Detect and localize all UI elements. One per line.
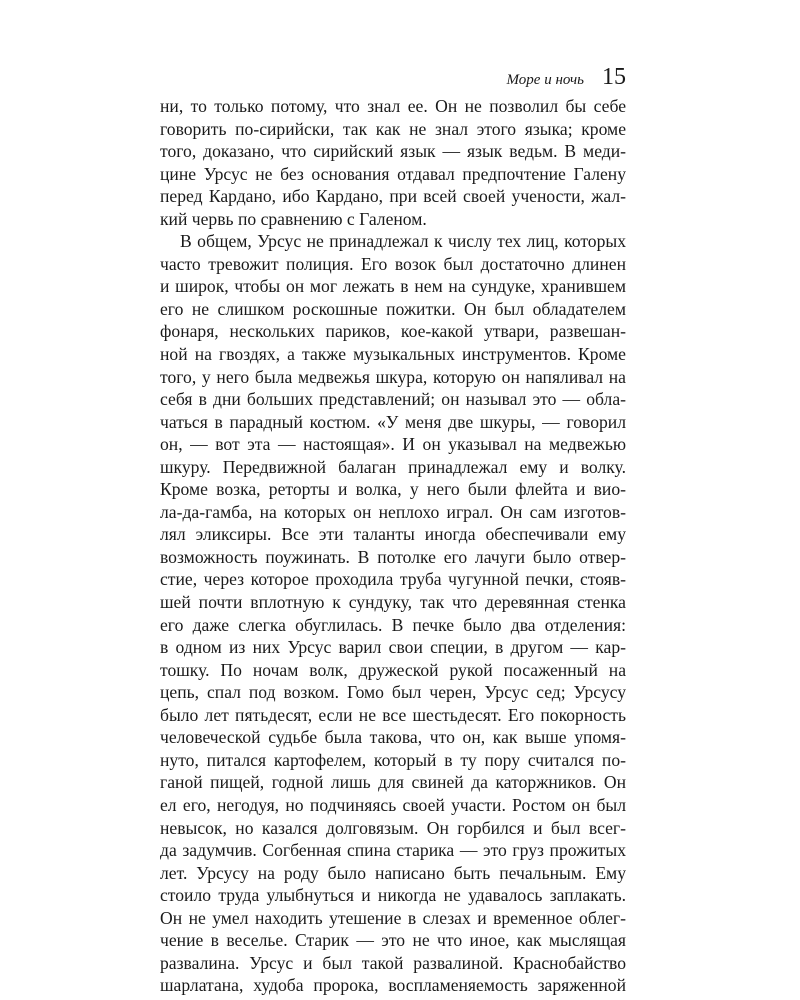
- text-line: В общем, Урсус не принадлежал к числу тех лиц, которых: [180, 231, 626, 252]
- text-line: ганой пищей, годной лишь для свиней да каторжников. Он: [160, 772, 626, 793]
- text-line: того, доказано, что сирийский язык — язык ведьм. В меди-: [160, 141, 626, 162]
- text-line: да задумчив. Согбенная спина старика — это груз прожитых: [160, 840, 626, 861]
- text-line: тошку. По ночам волк, дружеской рукой посаженный на: [160, 659, 626, 680]
- running-header: [160, 64, 626, 91]
- text-line: лял эликсиры. Все эти таланты иногда обеспечивали ему: [160, 524, 626, 545]
- text-line: фонаря, нескольких париков, кое-какой утвари, развешан-: [160, 321, 626, 342]
- page-number: 15: [602, 64, 626, 90]
- text-line: ни, то только потому, что знал ее. Он не позволил бы себе: [160, 96, 626, 116]
- text-line: ла-да-гамба, на которых он неплохо играл. Он сам изготов-: [160, 501, 626, 522]
- text-line: лет. Урсусу на роду было написано быть печальным. Ему: [160, 862, 626, 883]
- text-line: чение в веселье. Старик — это не что иное, как мыслящая: [160, 930, 626, 951]
- text-line: того, у него была медвежья шкура, которую он напяливал на: [160, 366, 626, 387]
- body-text: [160, 95, 626, 997]
- text-line: стие, через которое проходила труба чугунной печки, стояв-: [160, 569, 626, 590]
- text-line: говорить по-сирийски, так как не знал этого языка; кроме: [160, 118, 626, 139]
- text-line: развалина. Урсус и был такой развалиной. Краснобайство: [160, 952, 626, 973]
- text-line: возможность поужинать. В потолке его лачуги было отвер-: [160, 546, 626, 567]
- text-line: цепь, спал под возком. Гомо был черен, Урсус сед; Урсусу: [160, 682, 626, 703]
- text-line: шкуру. Передвижной балаган принадлежал ему и волку.: [160, 456, 626, 477]
- text-line: его не слишком роскошные пожитки. Он был обладателем: [160, 298, 626, 319]
- text-line: Он не умел находить утешение в слезах и временное облег-: [160, 907, 626, 928]
- running-title: Море и ночь: [506, 72, 584, 88]
- text-line: Кроме возка, реторты и волка, у него были флейта и вио-: [160, 479, 626, 500]
- text-line: было лет пятьдесят, если не все шестьдесят. Его покорность: [160, 704, 626, 725]
- text-line: шарлатана, худоба пророка, воспламеняемость заряженной: [160, 975, 626, 996]
- text-line: чаться в парадный костюм. «У меня две шкуры, — говорил: [160, 411, 626, 432]
- text-line: он, — вот эта — настоящая». И он указывал на медвежью: [160, 434, 626, 455]
- text-line: невысок, но казался долговязым. Он горбился и был всег-: [160, 817, 626, 838]
- text-line: кий червь по сравнению с Галеном.: [160, 208, 427, 229]
- text-line: часто тревожит полиция. Его возок был достаточно длинен: [160, 253, 626, 274]
- text-line: нуто, питался картофелем, который в ту пору считался по-: [160, 749, 626, 770]
- text-line: в одном из них Урсус варил свои специи, в другом — кар-: [160, 637, 626, 658]
- text-line: себя в дни больших представлений; он называл это — обла-: [160, 389, 626, 410]
- text-line: перед Кардано, ибо Кардано, при всей своей учености, жал-: [160, 186, 626, 207]
- text-line: шей почти вплотную к сундуку, так что деревянная стенка: [160, 592, 626, 613]
- text-line: и широк, чтобы он мог лежать в нем на сундуке, хранившем: [160, 276, 626, 297]
- text-line: ел его, негодуя, но подчиняясь своей участи. Ростом он был: [160, 794, 626, 815]
- text-line: человеческой судьбе была такова, что он, как выше упомя-: [160, 727, 626, 748]
- text-line: ной на гвоздях, а также музыкальных инструментов. Кроме: [160, 344, 626, 365]
- text-line: его даже слегка обуглилась. В печке было два отделения:: [160, 614, 626, 635]
- text-line: цине Урсус не без основания отдавал предпочтение Галену: [160, 163, 626, 184]
- text-line: стоило труда улыбнуться и никогда не удавалось заплакать.: [160, 885, 626, 906]
